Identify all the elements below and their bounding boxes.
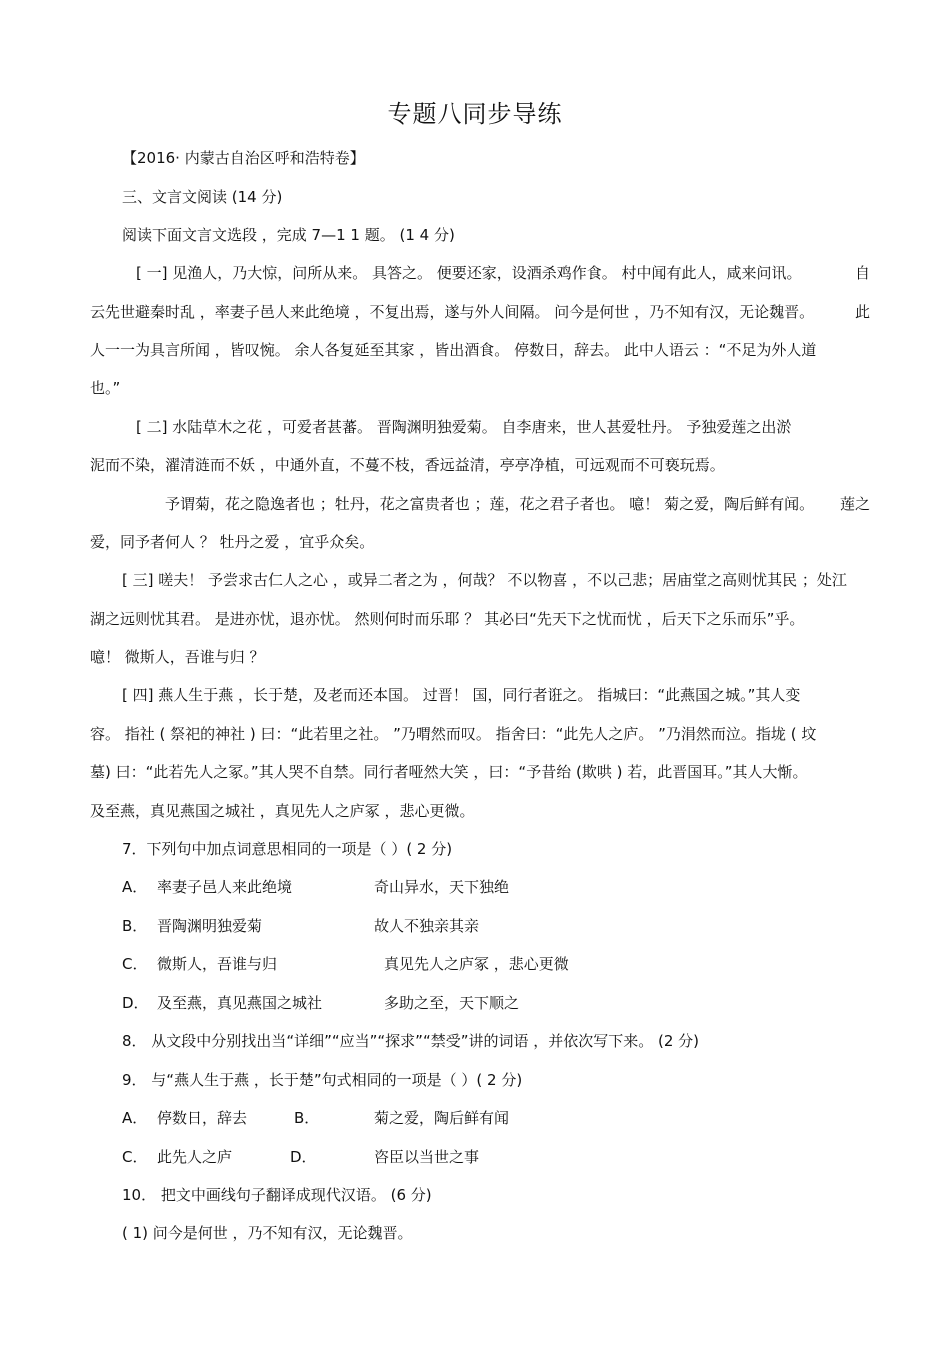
- q7-stem: 7．下列句中加点词意思相同的一项是（ ）( 2 分): [122, 840, 453, 858]
- passage2-line3-end: 莲之: [839, 495, 870, 513]
- q7-option-a-right: 奇山异水，天下独绝: [374, 878, 510, 896]
- passage2-line4: 爱，同予者何人 ？ 牡丹之爱 ，宜乎众矣。: [90, 533, 375, 551]
- q9-option-d-text: 咨臣以当世之事: [374, 1148, 480, 1166]
- q7-option-c-left: 微斯人，吾谁与归: [157, 955, 278, 973]
- q7-option-d-label: D．: [122, 994, 149, 1012]
- q7-option-b-left: 晋陶渊明独爱菊: [157, 917, 263, 935]
- passage3-line1: [ 三] 嗟夫！ 予尝求古仁人之心 ，或异二者之为 ，何哉？ 不以物喜 ，不以己悲；居庙堂之高则忧其民 ；处江: [122, 571, 847, 589]
- q10-sub1: ( 1) 问今是何世 ，乃不知有汉，无论魏晋。: [122, 1224, 413, 1242]
- q9-option-a-label: A．: [122, 1109, 148, 1127]
- passage2-line2: 泥而不染，濯清涟而不妖 ，中通外直，不蔓不枝，香远益清，亭亭净植，可远观而不可亵玩焉。: [90, 456, 725, 474]
- passage1-line1-end: 自: [854, 264, 870, 282]
- q9-option-b-text: 菊之爱，陶后鲜有闻: [374, 1109, 510, 1127]
- passage4-line4: 及至燕，真见燕国之城社 ，真见先人之庐冢 ，悲心更微。: [90, 802, 475, 820]
- passage3-line2: 湖之远则忧其君。 是进亦忧，退亦忧。 然则何时而乐耶 ？ 其必曰“先天下之忧而忧 ，后天下之乐而乐”乎。: [90, 610, 805, 628]
- passage1-line2-end: 此: [854, 303, 870, 321]
- passage1-line4: 也。”: [90, 379, 121, 397]
- passage1-line3: 人一一为具言所闻 ，皆叹惋。 余人各复延至其家 ，皆出酒食。 停数日，辞去。 此中人语云 ：“不足为外人道: [90, 341, 817, 359]
- q9-option-c-text: 此先人之庐: [157, 1148, 233, 1166]
- q9-stem: 9． 与“燕人生于燕 ，长于楚”句式相同的一项是（ ）( 2 分): [122, 1071, 523, 1089]
- passage2-line3: 予谓菊，花之隐逸者也 ；牡丹，花之富贵者也 ；莲，花之君子者也。 噫！ 菊之爱，陶后鲜有闻。: [165, 495, 815, 513]
- q10-stem: 10． 把文中画线句子翻译成现代汉语。 (6 分): [122, 1186, 432, 1204]
- q7-option-d-right: 多助之至，天下顺之: [384, 994, 520, 1012]
- q9-option-a-text: 停数日，辞去: [157, 1109, 248, 1127]
- q9-option-d-label: D．: [290, 1148, 317, 1166]
- q7-option-b-label: B．: [122, 917, 148, 935]
- section-heading: 三、文言文阅读 (14 分): [122, 188, 283, 206]
- instruction-line: 阅读下面文言文选段 ，完成 7—1 1 题。 (1 4 分): [122, 226, 455, 244]
- q9-option-c-label: C．: [122, 1148, 148, 1166]
- passage4-line3: 墓) 曰：“此若先人之冢。”其人哭不自禁。同行者哑然大笑 ，曰：“予昔绐 (欺哄 ) 若，此晋国耳。”其人大惭。: [90, 763, 808, 781]
- passage4-line2: 容。 指社 ( 祭祀的神社 ) 曰：“此若里之社。 ”乃喟然而叹。 指舍曰：“此先人之庐。 ”乃涓然而泣。指垅 ( 坟: [90, 725, 817, 743]
- passage1-line1: [ 一] 见渔人，乃大惊，问所从来。 具答之。 便要还家，设酒杀鸡作食。 村中闻有此人，咸来问讯。: [136, 264, 802, 282]
- q9-option-b-label: B．: [294, 1109, 320, 1127]
- q8-stem: 8． 从文段中分别找出当“详细”“应当”“探求”“禁受”讲的词语 ，并依次写下来。 (2 分): [122, 1032, 700, 1050]
- q7-option-d-left: 及至燕，真见燕国之城社: [157, 994, 323, 1012]
- passage3-line3: 噫！ 微斯人，吾谁与归 ？: [90, 648, 265, 666]
- q7-option-c-right: 真见先人之庐冢 ，悲心更微: [384, 955, 569, 973]
- passage4-line1: [ 四] 燕人生于燕 ，长于楚，及老而还本国。 过晋！ 国，同行者诳之。 指城曰：“此燕国之城。”其人变: [122, 686, 801, 704]
- q7-option-a-label: A．: [122, 878, 148, 896]
- q7-option-b-right: 故人不独亲其亲: [374, 917, 480, 935]
- passage1-line2: 云先世避秦时乱 ，率妻子邑人来此绝境 ，不复出焉，遂与外人间隔。 问今是何世 ，乃不知有汉，无论魏晋。: [90, 303, 815, 321]
- page-title: 专题八同步导练: [387, 100, 563, 128]
- q7-option-c-label: C．: [122, 955, 148, 973]
- source-line: 【2016· 内蒙古自治区呼和浩特卷】: [122, 149, 365, 167]
- q7-option-a-left: 率妻子邑人来此绝境: [157, 878, 293, 896]
- passage2-line1: [ 二] 水陆草木之花 ，可爱者甚蕃。 晋陶渊明独爱菊。 自李唐来，世人甚爱牡丹。 予独爱莲之出淤: [136, 418, 792, 436]
